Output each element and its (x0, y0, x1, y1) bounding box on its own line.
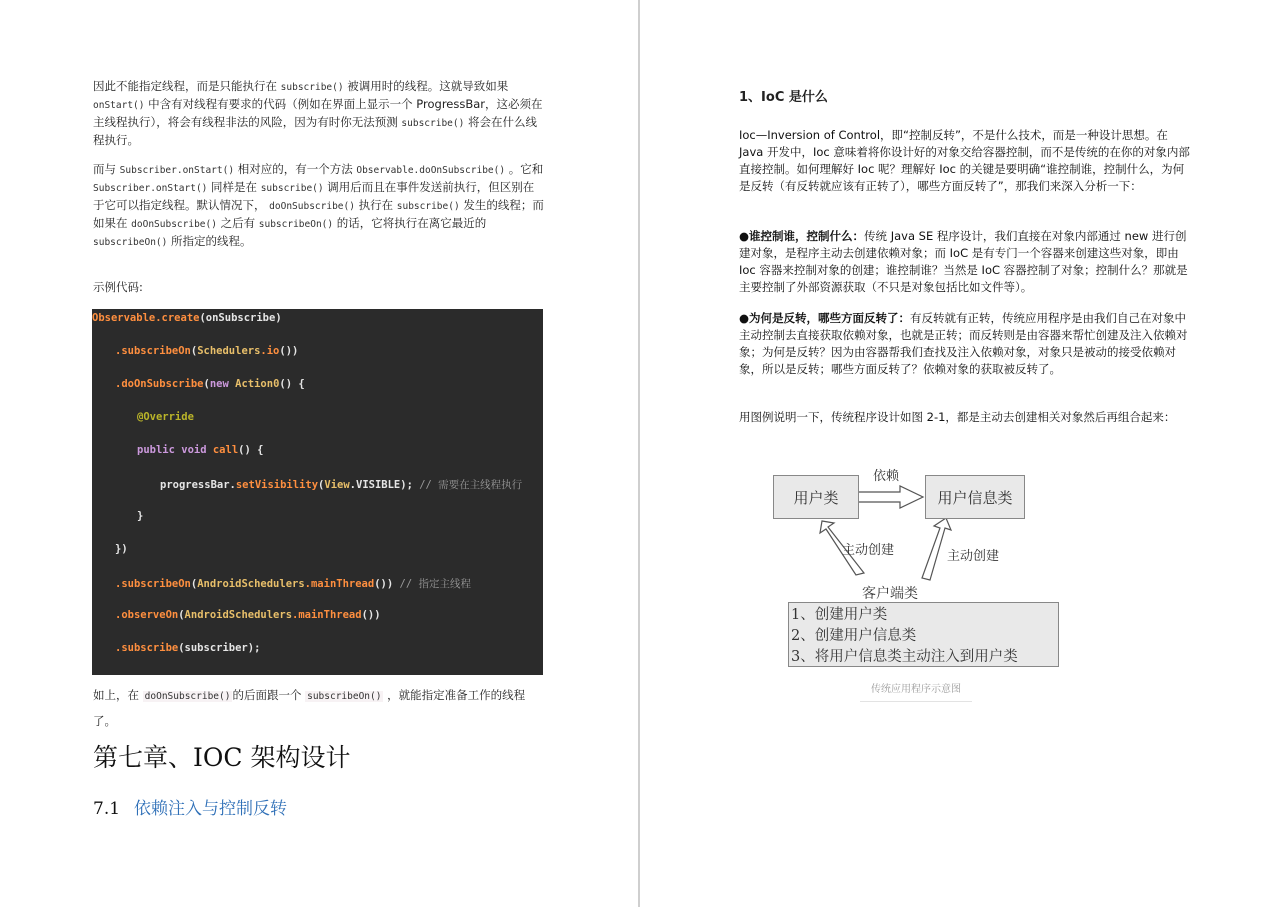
code-token: .subscribeOn (115, 345, 191, 357)
code-token: ( (190, 578, 198, 590)
bold-lead: ●为何是反转，哪些方面反转了： (739, 311, 911, 325)
text-span: 将会在什么线程执行。 (93, 115, 537, 147)
inline-code: subscribe() (401, 118, 465, 129)
code-token: (subscriber); (178, 642, 261, 654)
client-class-title: 客户端类 (862, 586, 918, 602)
text-span: 执行在 (354, 198, 397, 212)
code-token: call (212, 444, 239, 456)
create-label-left: 主动创建 (842, 543, 895, 558)
text-span: 相对应的，有一个方法 (234, 162, 357, 176)
example-code-label: 示例代码: (93, 280, 143, 294)
section-heading (93, 794, 287, 819)
client-step: 1、创建用户类 (791, 607, 888, 623)
inline-code: onStart() (93, 100, 145, 111)
inline-code: Observable.doOnSubscribe() (356, 165, 506, 176)
code-token: .mainThread (304, 578, 375, 590)
code-token: @Override (137, 411, 194, 423)
code-token: AndroidSchedulers (184, 609, 293, 621)
code-token: Action0 (235, 378, 280, 390)
text-span: 有反转就有正转，传统应用程序是由我们自己在对象中主动控制去直接获取依赖对象，也就是正转；而反转则是由容器来帮忙创建及注入依赖对象；为何是反转？因为由容器帮我们查找及注入依赖对象，对象只是被动的接受依赖对象，所以是反转；哪些方面反转了？依赖对象的获取被反转了。 (739, 311, 1188, 376)
code-token: ()) (361, 609, 381, 621)
paragraph-why-inverted (739, 310, 1194, 378)
user-info-class-box: 用户信息类 (925, 475, 1025, 519)
code-token: .mainThread (292, 609, 362, 621)
code-line-6 (160, 477, 522, 492)
text-span: 因此不能指定线程，而是只能执行在 (93, 79, 281, 93)
code-token: .subscribe (115, 642, 179, 654)
paragraph-thread-subscribe (93, 78, 545, 149)
inline-code: doOnSubscribe() (269, 201, 355, 212)
paragraph-who-controls (739, 228, 1194, 296)
inline-code: subscribe() (280, 82, 344, 93)
code-token: ( (203, 378, 210, 390)
code-token: (onSubscribe) (199, 312, 282, 324)
code-token: }) (115, 543, 128, 555)
code-token: ( (190, 345, 198, 357)
code-token: View (324, 479, 350, 491)
user-class-box: 用户类 (773, 475, 859, 519)
code-comment: // 需要在主线程执行 (419, 479, 523, 491)
text-span: 被调用时的线程。这就导致如果 (343, 79, 509, 93)
inline-code: subscribe() (260, 183, 324, 194)
code-comment: // 指定主线程 (399, 578, 471, 590)
paragraph-diagram-intro: 用图例说明一下，传统程序设计如图 2-1，都是主动去创建相关对象然后再组合起来： (739, 410, 1176, 424)
diagram-caption: 传统应用程序示意图 (860, 680, 972, 702)
text-span: 传统 Java SE 程序设计，我们直接在对象内部通过 new 进行创建对象，是程序主动去创建依赖对象；而 IoC 是有专门一个容器来创建这些对象，即由 Ioc 容器来控制对象的创建；谁控制谁？当然是 IoC 容器控制了对象；控制什么？那就是主要控制了外部资源获取（不只是对象包括比如文件等）。 (739, 229, 1188, 294)
code-token: ()) (279, 345, 299, 357)
code-token: new (209, 378, 236, 390)
text-span: 中含有对线程有要求的代码（例如在界面上显示一个 ProgressBar，这必须在主线程执行），将会有线程非法的风险，因为有时你无法预测 (93, 97, 543, 129)
section-title: 依赖注入与控制反转 (134, 799, 288, 819)
create-label-right: 主动创建 (947, 549, 1000, 564)
code-token: Observable.create (92, 312, 200, 324)
code-token: setVisibility (235, 479, 319, 491)
inline-code: subscribe() (396, 201, 460, 212)
paragraph-ioc-intro: Ioc—Inversion of Control，即“控制反转”，不是什么技术，而是一种设计思想。在 Java 开发中，Ioc 意味着将你设计好的对象交给容器控制，而不是传统的在你的对象内部直接控制。如何理解好 Ioc 呢？理解好 Ioc 的关键是要明确“谁控制谁，控制什么，为何是反转（有反转就应该有正转了），哪些方面反转了”，那我们来深入分析一下： (739, 128, 1190, 193)
text-span: ，就能指定准备工作的线程了。 (93, 688, 526, 728)
inline-code: Subscriber.onStart() (119, 165, 235, 176)
client-step: 2、创建用户信息类 (791, 628, 917, 644)
code-token: ( (178, 609, 185, 621)
paragraph-after-code (93, 683, 545, 733)
code-line-3 (115, 378, 305, 390)
traditional-app-diagram (770, 462, 1062, 672)
code-token: Schedulers (197, 345, 261, 357)
client-class-box (788, 602, 1059, 667)
bold-lead: ●谁控制谁，控制什么： (739, 229, 865, 243)
inline-code: doOnSubscribe() (131, 219, 217, 230)
code-token: public void (137, 444, 213, 456)
ioc-heading: 1、IoC 是什么 (739, 90, 828, 105)
code-line-4 (137, 411, 194, 423)
section-number: 7.1 (93, 799, 121, 819)
code-token: .observeOn (115, 609, 179, 621)
text-span: 之后有 (216, 216, 259, 230)
code-token: AndroidSchedulers (197, 578, 305, 590)
code-line-9 (115, 576, 471, 591)
client-step: 3、将用户信息类主动注入到用户类 (791, 649, 1018, 665)
code-token: () { (238, 444, 264, 456)
text-span: 的话，它将执行在离它最近的 (333, 216, 487, 230)
inline-code: subscribeOn() (258, 219, 334, 230)
code-token: } (137, 510, 144, 522)
code-token: .VISIBLE); (349, 479, 420, 491)
code-line-2 (115, 345, 298, 357)
inline-code: subscribeOn() (307, 691, 382, 702)
code-token: () { (279, 378, 305, 390)
code-line-11 (115, 642, 260, 654)
paragraph-do-on-subscribe (93, 161, 545, 251)
chapter-title: 第七章、IOC 架构设计 (93, 743, 351, 772)
text-span: 而与 (93, 162, 120, 176)
code-line-7 (137, 510, 143, 522)
left-page (0, 0, 638, 907)
depends-label: 依赖 (873, 469, 900, 484)
code-line-5 (137, 444, 263, 456)
text-span: 调用后而且在事件发送前执行，但区别在于它可以指定线程。默认情况下， (93, 180, 535, 212)
code-token: progressBar. (160, 479, 236, 491)
code-token: .io (260, 345, 280, 357)
text-span: 的后面跟一个 (232, 688, 306, 702)
code-token: ()) (374, 578, 400, 590)
text-span: 如上，在 (93, 688, 143, 702)
code-token: .subscribeOn (115, 578, 191, 590)
code-token: ( (318, 479, 325, 491)
inline-code: doOnSubscribe() (144, 691, 231, 702)
text-span: 。它和 (505, 162, 544, 176)
code-line-10 (115, 609, 381, 621)
code-line-8 (115, 543, 128, 555)
code-block (92, 309, 543, 675)
inline-code: subscribeOn() (93, 237, 168, 248)
text-span: 发生的线程；而如果在 (93, 198, 544, 230)
text-span: 所指定的线程。 (167, 234, 252, 248)
text-span: 同样是在 (207, 180, 261, 194)
inline-code: Subscriber.onStart() (93, 183, 208, 194)
depends-arrow (855, 486, 923, 508)
code-token: .doOnSubscribe (115, 378, 204, 390)
code-line-1 (92, 312, 282, 324)
